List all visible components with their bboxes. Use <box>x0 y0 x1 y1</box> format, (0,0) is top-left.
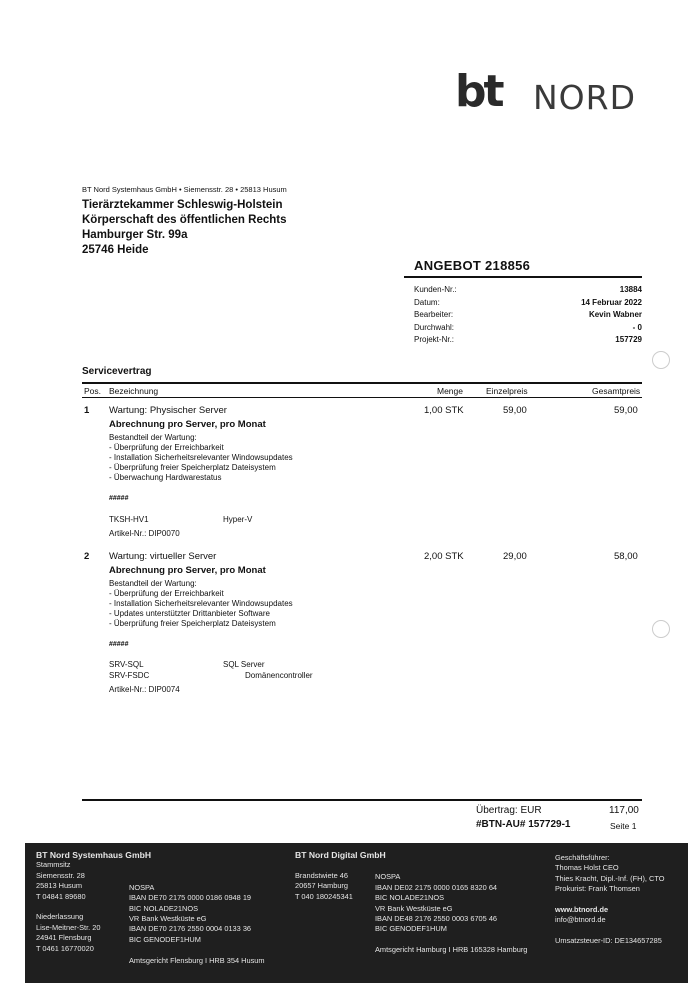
footer-line: IBAN DE48 2176 2550 0003 6705 46 <box>375 914 498 924</box>
footer-line: IBAN DE02 2175 0000 0165 8320 64 <box>375 882 498 892</box>
footer-line <box>375 862 527 872</box>
footer-line: BIC GENODEF1HUM <box>129 934 201 944</box>
meta-value: Kevin Wabner <box>588 310 642 319</box>
device-role: SQL Server <box>223 660 265 669</box>
recipient-address <box>82 198 286 258</box>
device-role: Hyper-V <box>223 515 253 524</box>
footer-line: Lise-Meitner-Str. 20 <box>36 922 101 932</box>
footer-line: Thomas Holst CEO <box>555 863 619 873</box>
col-header-unit: Einzelpreis <box>486 386 528 396</box>
meta-value: 157729 <box>615 335 642 344</box>
col-header-total: Gesamtpreis <box>592 386 641 396</box>
footer-company-1: BT Nord Systemhaus GmbH <box>36 850 152 860</box>
item-hash: ##### <box>109 641 129 648</box>
footer-line: T 040 180245341 <box>295 891 353 901</box>
item-qty: 2,00 STK <box>424 551 464 562</box>
meta-row <box>414 310 642 323</box>
recipient-line: Tierärztekammer Schleswig-Holstein <box>82 199 283 211</box>
meta-label: Durchwahl: <box>414 322 455 332</box>
footer-line: Umsatzsteuer-ID: DE134657285 <box>555 936 662 946</box>
meta-label: Kunden-Nr.: <box>414 285 457 294</box>
desc-line: - Updates unterstützter Drittanbieter Software <box>109 609 270 618</box>
footer-email[interactable]: info@btnord.de <box>555 915 606 925</box>
footer-line <box>555 895 665 905</box>
total-rule <box>82 799 642 801</box>
item-pos: 2 <box>84 551 90 562</box>
item-title: Wartung: virtueller Server <box>109 551 217 562</box>
footer-line: 25813 Husum <box>36 881 83 891</box>
footer-line: Amtsgericht Flensburg I HRB 354 Husum <box>129 955 265 965</box>
footer-line: Brandstwiete 46 <box>295 870 348 880</box>
footer-band <box>25 843 688 983</box>
item-subtitle: Abrechnung pro Server, pro Monat <box>109 565 266 576</box>
recipient-line: Körperschaft des öffentlichen Rechts <box>82 214 287 226</box>
device-name: SRV-FSDC <box>109 671 150 680</box>
footer-line: Prokurist: Frank Thomsen <box>555 884 640 894</box>
col-header-desc: Bezeichnung <box>109 386 159 396</box>
item-article: Artikel-Nr.: DIP0070 <box>109 529 180 538</box>
recipient-line: 25746 Heide <box>82 244 149 256</box>
footer-line <box>375 935 527 945</box>
item-article: Artikel-Nr.: DIP0074 <box>109 685 180 694</box>
footer-line: Stammsitz <box>36 860 71 870</box>
footer-col4 <box>375 850 527 956</box>
punch-hole-mark <box>652 620 670 638</box>
section-title: Servicevertrag <box>82 366 152 377</box>
meta-value: - 0 <box>632 322 642 332</box>
table-top-rule <box>82 382 642 384</box>
meta-row <box>414 298 642 311</box>
offer-meta <box>414 285 642 348</box>
page-number: Seite 1 <box>610 821 637 831</box>
footer-line: Siemensstr. 28 <box>36 870 85 880</box>
footer-col2 <box>129 850 265 966</box>
footer-company-2: BT Nord Digital GmbH <box>295 850 386 860</box>
meta-label: Projekt-Nr.: <box>414 335 455 344</box>
item-total: 58,00 <box>614 551 638 562</box>
footer-line: BIC NOLADE21NOS <box>375 893 445 903</box>
footer-line: T 04841 89680 <box>36 891 86 901</box>
offer-divider <box>404 276 642 278</box>
company-logo <box>455 68 645 120</box>
footer-website[interactable]: www.btnord.de <box>555 905 609 915</box>
footer-line: VR Bank Westküste eG <box>375 903 453 913</box>
meta-row <box>414 323 642 336</box>
item-title: Wartung: Physischer Server <box>109 405 227 416</box>
item-hash: ##### <box>109 495 129 502</box>
footer-col3 <box>295 850 386 902</box>
item-unit-price: 59,00 <box>503 405 527 416</box>
desc-line: - Überwachung Hardwarestatus <box>109 473 222 482</box>
footer-line <box>129 862 265 872</box>
punch-hole-mark <box>652 351 670 369</box>
desc-line: - Installation Sicherheitsrelevanter Windowsupdates <box>109 599 293 608</box>
device-name: TKSH-HV1 <box>109 515 149 524</box>
desc-line: Bestandteil der Wartung: <box>109 433 197 442</box>
desc-line: - Überprüfung der Erreichbarkeit <box>109 589 224 598</box>
footer-line: Geschäftsführer: <box>555 853 610 862</box>
recipient-line: Hamburger Str. 99a <box>82 229 188 241</box>
desc-line: - Überprüfung der Erreichbarkeit <box>109 443 224 452</box>
footer-line: Amtsgericht Hamburg I HRB 165328 Hamburg <box>375 945 528 955</box>
footer-line: 24941 Flensburg <box>36 933 92 943</box>
sender-line: BT Nord Systemhaus GmbH • Siemensstr. 28 • 25813 Husum <box>82 185 287 194</box>
table-header-rule <box>82 397 642 398</box>
item-description <box>109 579 293 629</box>
footer-line: Niederlassung <box>36 912 84 922</box>
meta-row <box>414 285 642 298</box>
offer-title: ANGEBOT 218856 <box>414 258 531 273</box>
carry-label: Übertrag: EUR <box>476 805 542 816</box>
item-unit-price: 29,00 <box>503 551 527 562</box>
footer-line: VR Bank Westküste eG <box>129 914 207 923</box>
footer-line <box>129 945 265 955</box>
footer-line: IBAN DE70 2176 2550 0004 0133 36 <box>129 924 252 934</box>
desc-line: - Überprüfung freier Speicherplatz Dateisystem <box>109 619 276 628</box>
desc-line: - Installation Sicherheitsrelevanter Windowsupdates <box>109 453 293 462</box>
footer-line: BIC GENODEF1HUM <box>375 924 447 934</box>
footer-line: T 0461 16770020 <box>36 943 94 953</box>
footer-line <box>129 872 265 882</box>
logo-mark: bt <box>455 66 502 117</box>
desc-line: Bestandteil der Wartung: <box>109 579 197 588</box>
meta-label: Bearbeiter: <box>414 310 454 319</box>
meta-value: 14 Februar 2022 <box>581 297 642 307</box>
col-header-qty: Menge <box>437 386 463 396</box>
footer-line <box>295 860 386 870</box>
footer-line: 20657 Hamburg <box>295 881 349 891</box>
logo-wordmark: NORD <box>533 78 636 117</box>
footer-line: IBAN DE70 2175 0000 0186 0948 19 <box>129 893 252 903</box>
document-reference: #BTN-AU# 157729-1 <box>476 819 571 830</box>
footer-line: NOSPA <box>129 882 155 892</box>
meta-value: 13884 <box>619 285 642 294</box>
item-pos: 1 <box>84 405 90 416</box>
item-qty: 1,00 STK <box>424 405 464 416</box>
device-role: Domänencontroller <box>245 671 313 680</box>
device-name: SRV-SQL <box>109 660 144 669</box>
item-description <box>109 433 293 483</box>
item-total: 59,00 <box>614 405 638 416</box>
footer-col5 <box>555 853 665 947</box>
footer-line: NOSPA <box>375 872 401 882</box>
col-header-pos: Pos. <box>84 386 102 396</box>
desc-line: - Überprüfung freier Speicherplatz Dateisystem <box>109 463 276 472</box>
footer-line <box>555 926 665 936</box>
meta-row <box>414 335 642 348</box>
meta-label: Datum: <box>414 297 440 307</box>
footer-line: BIC NOLADE21NOS <box>129 903 199 913</box>
footer-line: Thies Kracht, Dipl.-Inf. (FH), CTO <box>555 873 665 883</box>
item-subtitle: Abrechnung pro Server, pro Monat <box>109 419 266 430</box>
carry-value: 117,00 <box>609 805 639 816</box>
